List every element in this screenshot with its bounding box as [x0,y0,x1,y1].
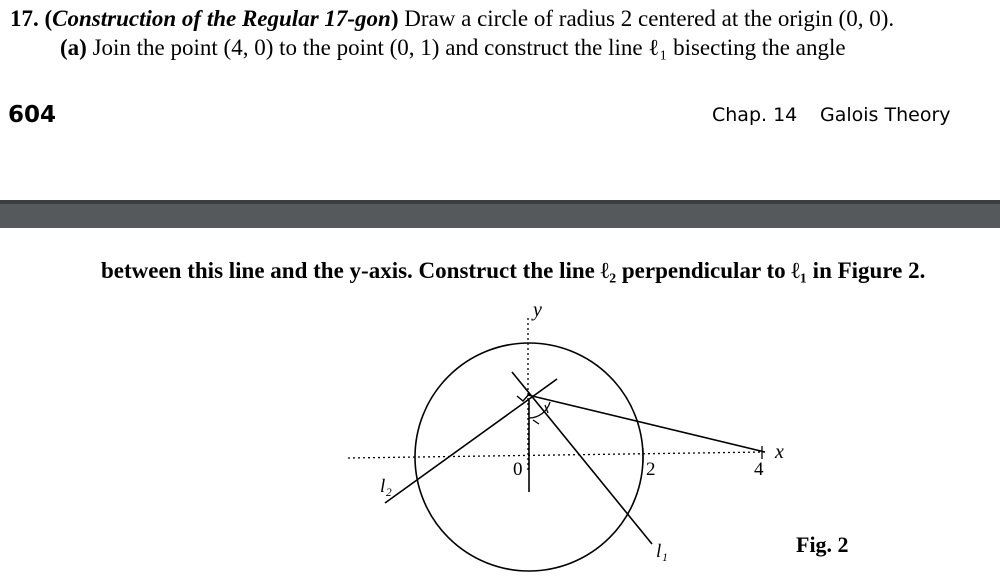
problem-text [10,4,995,62]
problem-statement: Draw a circle of radius 2 centered at the origin (0, 0). [404,6,895,31]
line-l1 [512,372,652,544]
x-axis [348,452,765,458]
page-separator-band [0,200,1000,228]
problem-number: 17. [10,6,39,31]
title-open-paren: ( [44,6,53,31]
page-header [0,100,1000,140]
angle-tick-1 [533,420,539,424]
l1-label: l₁ [656,541,668,562]
chapter-label: Chap. 14 [712,104,798,126]
problem-title: Construction of the Regular 17-gon [52,6,391,31]
l2-label: l₂ [380,476,392,497]
origin-label: 0 [513,459,523,480]
y-axis-label: y [533,299,542,321]
segment-0-1-to-4-0 [528,395,765,452]
problem-line-1 [10,4,995,33]
title-close-paren: ) [390,6,399,31]
figure-caption: Fig. 2 [796,532,849,557]
line-l2 [385,379,557,503]
label-2: 2 [646,459,656,480]
page-number: 604 [8,102,57,128]
part-text: Join the point (4, 0) to the point (0, 1) and construct the line ℓ₁ bisecting the angle [92,35,846,60]
x-axis-label: x [775,441,784,463]
problem-line-2 [10,33,995,62]
chapter-title: Galois Theory [820,104,951,126]
angle-tick-2 [545,405,548,413]
construction-figure [330,290,810,580]
label-4: 4 [754,459,764,480]
part-label: (a) [60,35,87,60]
continuation-text: between this line and the y-axis. Construct the line ℓ₂ perpendicular to ℓ₁ in Figure 2. [101,258,926,283]
